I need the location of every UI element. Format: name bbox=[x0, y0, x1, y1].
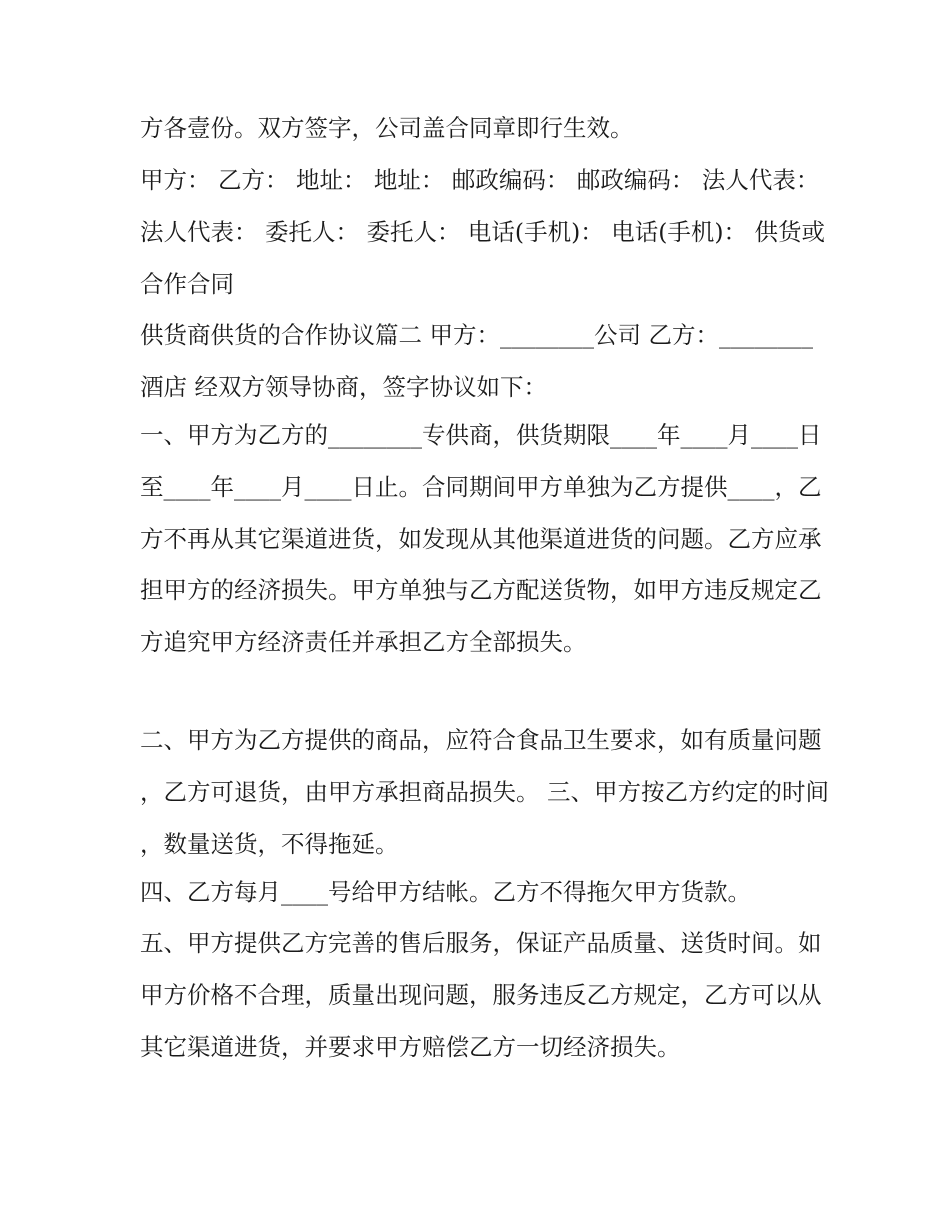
paragraph-clause-one: 一、甲方为乙方的________专供商，供货期限____年____月____日至____年____月____日止。合同期间甲方单独为乙方提供____，乙方不再从其它渠道进货，如发现从其他渠道进货的问题。乙方应承担甲方的经济损失。甲方单独与乙方配送货物，如甲方违反规定乙方追究甲方经济责任并承担乙方全部损失。 bbox=[140, 421, 822, 657]
paragraph-clause-two-three: 二、甲方为乙方提供的商品，应符合食品卫生要求，如有质量问题，乙方可退货，由甲方承担商品损失。 三、甲方按乙方约定的时间，数量送货，不得拖延。 bbox=[140, 726, 829, 858]
paragraph-clause-four: 四、乙方每月____号给甲方结帐。乙方不得拖欠甲方货款。 bbox=[140, 878, 751, 906]
paragraph-signature-fields: 甲方： 乙方： 地址： 地址： 邮政编码： 邮政编码： 法人代表： 法人代表： 委托人： 委托人： 电话(手机)： 电话(手机)： 供货或合作合同 bbox=[140, 166, 826, 298]
paragraph-agreement-intro: 供货商供货的合作协议篇二 甲方：________公司 乙方：________酒店 经双方领导协商，签字协议如下： bbox=[140, 321, 813, 401]
paragraph-effective-clause: 方各壹份。双方签字，公司盖合同章即行生效。 bbox=[140, 114, 634, 142]
paragraph-clause-five: 五、甲方提供乙方完善的售后服务，保证产品质量、送货时间。如甲方价格不合理，质量出现问题，服务违反乙方规定，乙方可以从其它渠道进货，并要求甲方赔偿乙方一切经济损失。 bbox=[140, 929, 822, 1061]
